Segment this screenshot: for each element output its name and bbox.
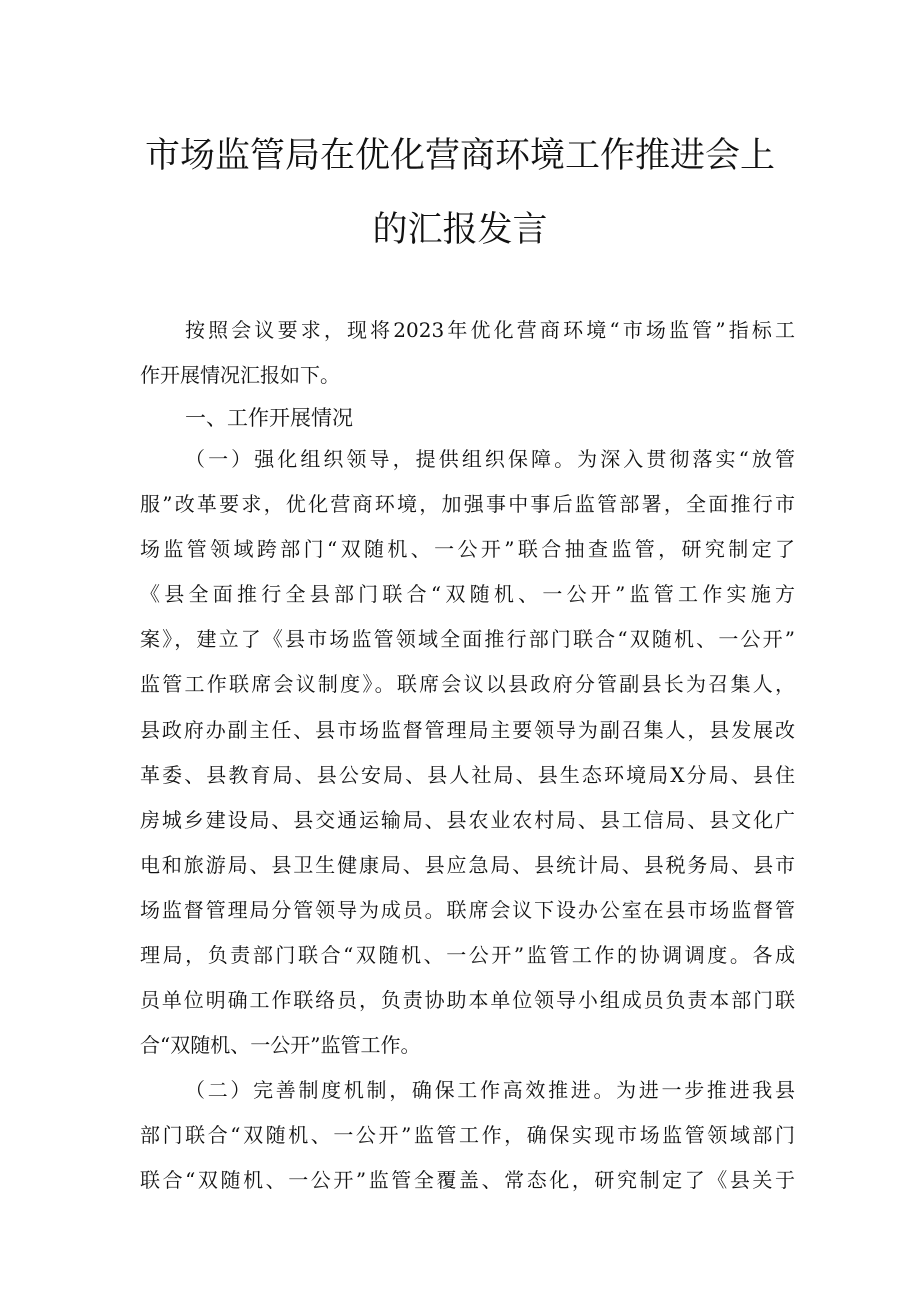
paragraph-line: 服”改革要求，优化营商环境，加强事中事后监管部署，全面推行市	[140, 492, 795, 517]
paragraph-line: 作开展情况汇报如下。	[140, 363, 340, 388]
paragraph-line: 《县全面推行全县部门联合“双随机、一公开”监管工作实施方	[140, 582, 795, 607]
paragraph-line: 部门联合“双随机、一公开”监管工作，确保实现市场监管领域部门	[140, 1123, 795, 1148]
paragraph-line: 革委、县教育局、县公安局、县人社局、县生态环境局X分局、县住	[140, 762, 795, 787]
paragraph-line: 合“双随机、一公开”监管工作。	[140, 1033, 421, 1058]
paragraph-line: 房城乡建设局、县交通运输局、县农业农村局、县工信局、县文化广	[140, 807, 795, 832]
paragraph-line: 员单位明确工作联络员，负责协助本单位领导小组成员负责本部门联	[140, 988, 795, 1013]
paragraph-line: 场监督管理局分管领导为成员。联席会议下设办公室在县市场监督管	[140, 897, 795, 922]
paragraph-line: 联合“双随机、一公开”监管全覆盖、常态化，研究制定了《县关于	[140, 1168, 795, 1193]
document-title-line-1: 市场监管局在优化营商环境工作推进会上	[144, 136, 775, 176]
paragraph-line: 电和旅游局、县卫生健康局、县应急局、县统计局、县税务局、县市	[140, 852, 795, 877]
paragraph-system-mechanism	[140, 1068, 795, 1203]
intro-paragraph	[140, 308, 795, 398]
paragraph-line: 按照会议要求，现将2023年优化营商环境“市场监管”指标工	[185, 318, 795, 342]
paragraph-line: 场监管领域跨部门“双随机、一公开”联合抽查监管，研究制定了	[140, 537, 795, 562]
paragraph-line: （二）完善制度机制，确保工作高效推进。为进一步推进我县	[185, 1078, 795, 1102]
paragraph-line: 理局，负责部门联合“双随机、一公开”监管工作的协调调度。各成	[140, 943, 795, 968]
section-heading: 一、工作开展情况	[185, 406, 353, 430]
paragraph-line: （一）强化组织领导，提供组织保障。为深入贯彻落实“放管	[185, 447, 795, 471]
paragraph-line: 监管工作联席会议制度》。联席会议以县政府分管副县长为召集人，	[140, 672, 795, 697]
document-title-line-2: 的汇报发言	[372, 210, 548, 250]
paragraph-organization-leadership	[140, 437, 795, 1068]
paragraph-line: 县政府办副主任、县市场监督管理局主要领导为副召集人，县发展改	[140, 717, 795, 742]
paragraph-line: 案》，建立了《县市场监管领域全面推行部门联合“双随机、一公开”	[140, 627, 795, 652]
